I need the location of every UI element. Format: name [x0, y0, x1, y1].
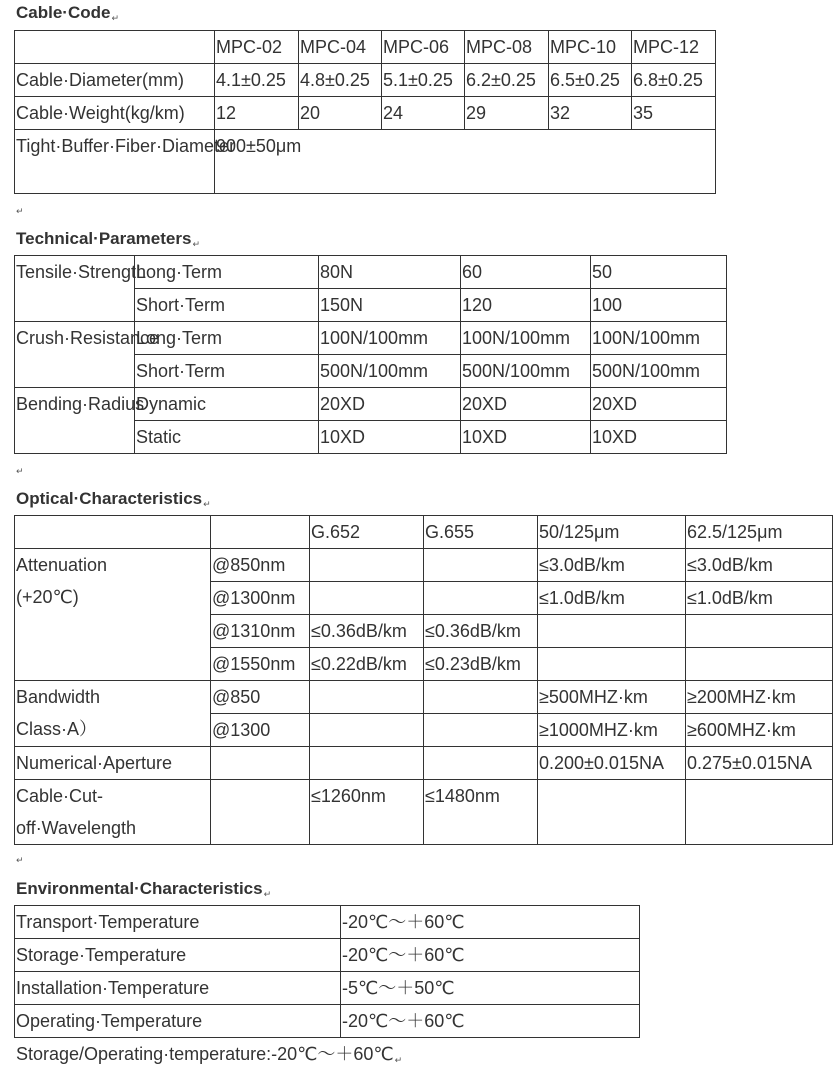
technical-parameters-table: [14, 255, 727, 454]
table-cell: 6.8±0.25: [632, 64, 716, 97]
table-cell: @850nm: [211, 549, 310, 582]
table-cell: ≤0.23dB/km: [424, 648, 538, 681]
table-cell: 20: [299, 97, 382, 130]
table-cell: ≤0.22dB/km: [310, 648, 424, 681]
paragraph-mark: ↵: [16, 855, 24, 865]
table-cell: ≤1260nm: [310, 780, 424, 845]
table-row: [15, 388, 727, 421]
paragraph-mark: ↵: [16, 466, 24, 476]
table-cell: [686, 615, 833, 648]
table-cell: [211, 516, 310, 549]
cable-code-heading: Cable·Code↵: [16, 3, 120, 23]
table-cell: 4.8±0.25: [299, 64, 382, 97]
table-cell: 62.5/125μm: [686, 516, 833, 549]
table-cell: 24: [382, 97, 465, 130]
table-cell: Static: [135, 421, 319, 454]
table-row: [15, 972, 640, 1005]
table-row: [15, 130, 716, 194]
table-cell: [424, 582, 538, 615]
table-cell: 5.1±0.25: [382, 64, 465, 97]
table-cell: [538, 615, 686, 648]
table-cell: [310, 549, 424, 582]
table-cell: ≤3.0dB/km: [686, 549, 833, 582]
table-cell: -20℃～＋60℃: [341, 939, 640, 972]
table-cell: ≤0.36dB/km: [310, 615, 424, 648]
table-cell: Transport·Temperature: [15, 906, 341, 939]
table-cell: @850: [211, 681, 310, 714]
table-cell: ≤1480nm: [424, 780, 538, 845]
table-cell: -20℃～＋60℃: [341, 906, 640, 939]
table-row: [15, 256, 727, 289]
table-cell: Cable·Weight(kg/km): [15, 97, 215, 130]
table-cell: [310, 714, 424, 747]
table-cell: 100N/100mm: [591, 322, 727, 355]
table-cell: 10XD: [319, 421, 461, 454]
table-cell: Installation·Temperature: [15, 972, 341, 1005]
table-cell: Cable·Diameter(mm): [15, 64, 215, 97]
table-cell: [424, 549, 538, 582]
table-row: [15, 939, 640, 972]
table-cell: [538, 648, 686, 681]
table-cell: 4.1±0.25: [215, 64, 299, 97]
table-cell: [538, 780, 686, 845]
environmental-characteristics-table: [14, 905, 640, 1038]
table-cell: [310, 747, 424, 780]
table-cell: 80N: [319, 256, 461, 289]
table-cell: @1550nm: [211, 648, 310, 681]
table-row: [15, 516, 833, 549]
table-cell: [310, 681, 424, 714]
table-cell: ≥200MHZ·km: [686, 681, 833, 714]
paragraph-mark: ↵: [16, 206, 24, 216]
table-cell: G.655: [424, 516, 538, 549]
table-cell: 10XD: [591, 421, 727, 454]
table-cell: 120: [461, 289, 591, 322]
table-cell: MPC-04: [299, 31, 382, 64]
table-cell: Short·Term: [135, 289, 319, 322]
table-cell: 12: [215, 97, 299, 130]
table-cell: 20XD: [461, 388, 591, 421]
table-cell: 35: [632, 97, 716, 130]
table-cell: Long·Term: [135, 322, 319, 355]
table-cell: ≤0.36dB/km: [424, 615, 538, 648]
table-cell: 10XD: [461, 421, 591, 454]
table-cell: [310, 582, 424, 615]
table-cell: @1300: [211, 714, 310, 747]
table-cell: -20℃～＋60℃: [341, 1005, 640, 1038]
table-row: [15, 906, 640, 939]
technical-parameters-heading: Technical·Parameters↵: [16, 229, 200, 249]
table-cell: ≤1.0dB/km: [538, 582, 686, 615]
table-row: [15, 31, 716, 64]
table-cell: ≥1000MHZ·km: [538, 714, 686, 747]
table-cell: Storage·Temperature: [15, 939, 341, 972]
table-cell: [211, 780, 310, 845]
table-cell: ≤1.0dB/km: [686, 582, 833, 615]
table-cell: [424, 681, 538, 714]
table-cell: 50: [591, 256, 727, 289]
table-row: [15, 1005, 640, 1038]
table-cell: @1310nm: [211, 615, 310, 648]
table-cell: Numerical·Aperture: [15, 747, 211, 780]
table-cell: Tensile·Strength: [15, 256, 135, 322]
table-cell: MPC-12: [632, 31, 716, 64]
storage-operating-note: Storage/Operating·temperature:-20℃～＋60℃↵: [16, 1044, 403, 1065]
table-row: [15, 549, 833, 582]
table-cell: [686, 648, 833, 681]
table-cell: [424, 714, 538, 747]
table-cell: 150N: [319, 289, 461, 322]
table-cell: [686, 780, 833, 845]
table-cell: 500N/100mm: [319, 355, 461, 388]
table-cell: ≤3.0dB/km: [538, 549, 686, 582]
table-cell: Crush·Resistance: [15, 322, 135, 388]
table-cell: 100N/100mm: [319, 322, 461, 355]
environmental-characteristics-heading: Environmental·Characteristics↵: [16, 879, 272, 899]
table-cell: 6.5±0.25: [549, 64, 632, 97]
optical-characteristics-table: [14, 515, 833, 845]
table-cell: G.652: [310, 516, 424, 549]
table-cell: @1300nm: [211, 582, 310, 615]
table-cell: 500N/100mm: [591, 355, 727, 388]
table-cell: 0.275±0.015NA: [686, 747, 833, 780]
table-row: [15, 780, 833, 845]
table-cell: 0.200±0.015NA: [538, 747, 686, 780]
table-cell: [424, 747, 538, 780]
table-cell: 50/125μm: [538, 516, 686, 549]
table-cell: 500N/100mm: [461, 355, 591, 388]
table-cell: 100N/100mm: [461, 322, 591, 355]
table-row: [15, 322, 727, 355]
table-cell: 20XD: [591, 388, 727, 421]
table-cell: ≥600MHZ·km: [686, 714, 833, 747]
table-cell: 32: [549, 97, 632, 130]
table-cell: Long·Term: [135, 256, 319, 289]
table-cell: 100: [591, 289, 727, 322]
table-cell: Operating·Temperature: [15, 1005, 341, 1038]
table-cell: 29: [465, 97, 549, 130]
table-cell: Tight·Buffer·Fiber·Diameter: [15, 130, 215, 194]
table-cell: [15, 31, 215, 64]
table-cell: ≥500MHZ·km: [538, 681, 686, 714]
table-cell: Attenuation (+20℃): [15, 549, 211, 681]
table-cell: MPC-02: [215, 31, 299, 64]
cable-code-table: [14, 30, 716, 194]
table-row: [15, 747, 833, 780]
table-cell: Bandwidth Class·A）: [15, 681, 211, 747]
table-cell: [15, 516, 211, 549]
table-cell: Dynamic: [135, 388, 319, 421]
optical-characteristics-heading: Optical·Characteristics↵: [16, 489, 211, 509]
table-cell: 20XD: [319, 388, 461, 421]
table-cell: 6.2±0.25: [465, 64, 549, 97]
table-cell: -5℃～＋50℃: [341, 972, 640, 1005]
table-cell: MPC-10: [549, 31, 632, 64]
table-cell: 900±50μm: [215, 130, 716, 194]
table-cell: 60: [461, 256, 591, 289]
table-cell: MPC-08: [465, 31, 549, 64]
table-row: [15, 97, 716, 130]
table-cell: Short·Term: [135, 355, 319, 388]
table-cell: MPC-06: [382, 31, 465, 64]
table-cell: Cable·Cut-off·Wavelength: [15, 780, 211, 845]
table-row: [15, 681, 833, 714]
table-cell: [211, 747, 310, 780]
table-cell: Bending·Radius: [15, 388, 135, 454]
table-row: [15, 64, 716, 97]
